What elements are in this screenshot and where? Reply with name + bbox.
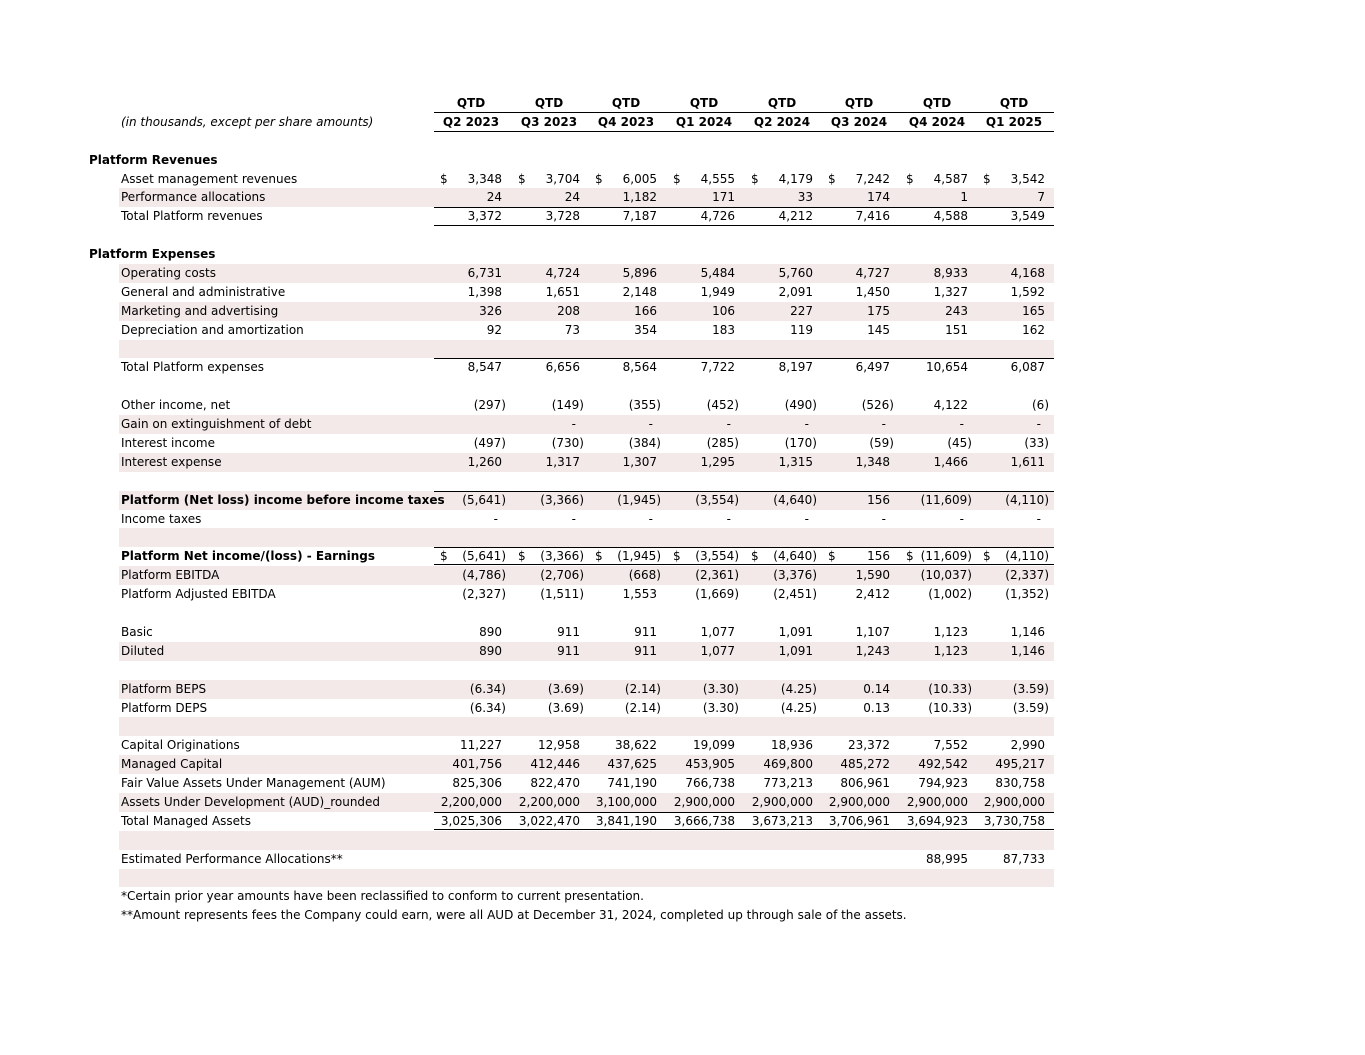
- value-cell: 23,372: [848, 738, 890, 753]
- value-cell: 822,470: [530, 776, 580, 791]
- value-cell: 151: [945, 322, 968, 337]
- value-cell: 4,555: [700, 171, 735, 186]
- value-cell: 2,990: [1010, 738, 1045, 753]
- value-cell: 911: [634, 624, 657, 639]
- currency-symbol: $: [440, 549, 448, 564]
- value-cell: (6.34): [469, 681, 506, 696]
- row-label: Managed Capital: [121, 757, 223, 772]
- value-cell: 3,100,000: [595, 794, 657, 809]
- value-cell: 412,446: [530, 757, 580, 772]
- currency-symbol: $: [595, 549, 603, 564]
- value-cell: 165: [1022, 303, 1045, 318]
- value-cell: 1,327: [933, 284, 968, 299]
- value-cell: 1,949: [700, 284, 735, 299]
- value-cell: 11,227: [460, 738, 502, 753]
- value-cell: 2,200,000: [518, 794, 580, 809]
- value-cell: 4,179: [778, 171, 813, 186]
- value-cell: (149): [551, 398, 584, 413]
- value-cell: (4,640): [773, 492, 817, 507]
- value-cell: 4,587: [933, 171, 968, 186]
- value-cell: (2,361): [695, 568, 739, 583]
- value-cell: 7,187: [622, 209, 657, 224]
- value-cell: 1,651: [545, 284, 580, 299]
- currency-symbol: $: [983, 171, 991, 186]
- row-label: Fair Value Assets Under Management (AUM): [121, 776, 386, 791]
- row-label: Capital Originations: [121, 738, 240, 753]
- value-cell: 354: [634, 322, 657, 337]
- footnote-text: *Certain prior year amounts have been reclassified to conform to current presentation.: [121, 889, 644, 904]
- row-label: Platform BEPS: [121, 681, 207, 696]
- value-cell: -: [1036, 511, 1041, 526]
- value-cell: 6,656: [545, 360, 580, 375]
- value-cell: 830,758: [995, 776, 1045, 791]
- value-cell: (4.25): [780, 681, 817, 696]
- value-cell: 4,212: [778, 209, 813, 224]
- currency-symbol: $: [673, 171, 681, 186]
- value-cell: 911: [634, 643, 657, 658]
- row-label: Diluted: [121, 643, 165, 658]
- value-cell: 1,592: [1010, 284, 1045, 299]
- currency-symbol: $: [673, 549, 681, 564]
- row-label: Total Managed Assets: [121, 813, 251, 828]
- row-label: Assets Under Development (AUD)_rounded: [121, 794, 381, 809]
- value-cell: 3,728: [545, 209, 580, 224]
- value-cell: -: [726, 511, 731, 526]
- section-title: Platform Revenues: [89, 152, 218, 167]
- value-cell: (3.59): [1012, 700, 1049, 715]
- value-cell: (2,337): [1005, 568, 1049, 583]
- period-type-header: QTD: [922, 96, 952, 110]
- value-cell: -: [648, 511, 653, 526]
- period-header: Q1 2024: [675, 114, 733, 129]
- value-cell: -: [881, 417, 886, 432]
- value-cell: 1,307: [622, 454, 657, 469]
- value-cell: 3,694,923: [906, 813, 968, 828]
- value-cell: -: [648, 417, 653, 432]
- value-cell: 7,242: [855, 171, 890, 186]
- value-cell: -: [1036, 417, 1041, 432]
- value-cell: 6,731: [467, 266, 502, 281]
- value-cell: 2,091: [778, 284, 813, 299]
- value-cell: (4,110): [1005, 492, 1049, 507]
- value-cell: (11,609): [920, 549, 972, 564]
- value-cell: 6,005: [622, 171, 657, 186]
- period-header: Q2 2024: [753, 114, 811, 129]
- footnote-text: **Amount represents fees the Company could earn, were all AUD at December 31, 2024, completed up through sale of the assets.: [121, 908, 907, 923]
- row-label: Performance allocations: [121, 190, 266, 205]
- row-label: Total Platform expenses: [121, 360, 265, 375]
- value-cell: 3,673,213: [751, 813, 813, 828]
- value-cell: 825,306: [452, 776, 502, 791]
- row-label: Depreciation and amortization: [121, 322, 304, 337]
- row-label: General and administrative: [121, 284, 286, 299]
- currency-symbol: $: [595, 171, 603, 186]
- section-title: Platform Expenses: [89, 247, 216, 262]
- value-cell: 1,146: [1010, 643, 1045, 658]
- value-cell: 1,123: [933, 643, 968, 658]
- value-cell: 3,706,961: [828, 813, 890, 828]
- value-cell: 3,348: [467, 171, 502, 186]
- value-cell: (4,110): [1005, 549, 1049, 564]
- value-cell: 166: [634, 303, 657, 318]
- value-cell: 3,542: [1010, 171, 1045, 186]
- row-label: Platform (Net loss) income before income taxes: [121, 492, 445, 507]
- value-cell: 495,217: [995, 757, 1045, 772]
- value-cell: 119: [790, 322, 813, 337]
- value-cell: 10,654: [926, 360, 968, 375]
- value-cell: (1,945): [617, 492, 661, 507]
- value-cell: (1,352): [1005, 587, 1049, 602]
- value-cell: 1,348: [855, 454, 890, 469]
- value-cell: (285): [706, 436, 739, 451]
- value-cell: 8,564: [622, 360, 657, 375]
- period-type-header: QTD: [611, 96, 641, 110]
- value-cell: 7,416: [855, 209, 890, 224]
- value-cell: (1,511): [540, 587, 584, 602]
- value-cell: -: [493, 511, 498, 526]
- value-cell: 3,372: [467, 209, 502, 224]
- value-cell: 1,317: [545, 454, 580, 469]
- value-cell: 4,588: [933, 209, 968, 224]
- value-cell: 773,213: [763, 776, 813, 791]
- value-cell: 2,200,000: [440, 794, 502, 809]
- value-cell: 7: [1037, 190, 1045, 205]
- value-cell: 1,077: [700, 643, 735, 658]
- row-label: Gain on extinguishment of debt: [121, 417, 312, 432]
- value-cell: 1,077: [700, 624, 735, 639]
- value-cell: 1,450: [855, 284, 890, 299]
- value-cell: (452): [706, 398, 739, 413]
- value-cell: (355): [628, 398, 661, 413]
- value-cell: 156: [867, 492, 890, 507]
- value-cell: 3,025,306: [440, 813, 502, 828]
- value-cell: (3,366): [540, 492, 584, 507]
- value-cell: (3,376): [773, 568, 817, 583]
- period-header: Q3 2023: [520, 114, 578, 129]
- period-type-header: QTD: [844, 96, 874, 110]
- currency-symbol: $: [751, 171, 759, 186]
- row-label: Interest income: [121, 436, 216, 451]
- value-cell: (45): [947, 436, 972, 451]
- period-header: Q4 2024: [908, 114, 966, 129]
- value-cell: (526): [861, 398, 894, 413]
- row-label: Marketing and advertising: [121, 303, 279, 318]
- value-cell: (59): [869, 436, 894, 451]
- row-label: Interest expense: [121, 454, 222, 469]
- currency-symbol: $: [906, 171, 914, 186]
- value-cell: 4,168: [1010, 266, 1045, 281]
- value-cell: 3,841,190: [595, 813, 657, 828]
- units-note: (in thousands, except per share amounts): [121, 114, 374, 129]
- value-cell: (490): [784, 398, 817, 413]
- value-cell: (5,641): [462, 549, 506, 564]
- value-cell: (33): [1024, 436, 1049, 451]
- value-cell: (497): [473, 436, 506, 451]
- row-label: Basic: [121, 624, 153, 639]
- value-cell: 2,900,000: [673, 794, 735, 809]
- value-cell: 911: [557, 643, 580, 658]
- value-cell: -: [571, 417, 576, 432]
- value-cell: 5,484: [700, 266, 735, 281]
- value-cell: 1,611: [1010, 454, 1045, 469]
- currency-symbol: $: [751, 549, 759, 564]
- value-cell: 3,666,738: [673, 813, 735, 828]
- value-cell: 73: [564, 322, 580, 337]
- row-label: Other income, net: [121, 398, 231, 413]
- value-cell: 2,900,000: [906, 794, 968, 809]
- value-cell: -: [959, 417, 964, 432]
- value-cell: 171: [712, 190, 735, 205]
- value-cell: 227: [790, 303, 813, 318]
- value-cell: 1,123: [933, 624, 968, 639]
- value-cell: 1,107: [855, 624, 890, 639]
- value-cell: (170): [784, 436, 817, 451]
- currency-symbol: $: [983, 549, 991, 564]
- value-cell: (2,706): [540, 568, 584, 583]
- value-cell: (6): [1032, 398, 1049, 413]
- value-cell: 3,549: [1010, 209, 1045, 224]
- value-cell: (2,327): [462, 587, 506, 602]
- value-cell: (3,554): [695, 549, 739, 564]
- value-cell: 911: [557, 624, 580, 639]
- period-header: Q2 2023: [442, 114, 500, 129]
- value-cell: 87,733: [1003, 851, 1045, 866]
- value-cell: (2,451): [773, 587, 817, 602]
- currency-symbol: $: [440, 171, 448, 186]
- value-cell: -: [881, 511, 886, 526]
- value-cell: 145: [867, 322, 890, 337]
- value-cell: (4,786): [462, 568, 506, 583]
- value-cell: 766,738: [685, 776, 735, 791]
- value-cell: 0.14: [863, 681, 890, 696]
- value-cell: (3.69): [547, 681, 584, 696]
- value-cell: (668): [628, 568, 661, 583]
- value-cell: 33: [797, 190, 813, 205]
- value-cell: 741,190: [607, 776, 657, 791]
- value-cell: 7,552: [933, 738, 968, 753]
- value-cell: 794,923: [918, 776, 968, 791]
- value-cell: (730): [551, 436, 584, 451]
- value-cell: 38,622: [615, 738, 657, 753]
- value-cell: (2.14): [624, 681, 661, 696]
- value-cell: 1,091: [778, 624, 813, 639]
- value-cell: 174: [867, 190, 890, 205]
- period-header: Q3 2024: [830, 114, 888, 129]
- value-cell: 1,315: [778, 454, 813, 469]
- value-cell: 6,087: [1010, 360, 1045, 375]
- value-cell: (4,640): [773, 549, 817, 564]
- value-cell: 7,722: [700, 360, 735, 375]
- value-cell: 1,091: [778, 643, 813, 658]
- value-cell: 2,900,000: [983, 794, 1045, 809]
- period-type-header: QTD: [689, 96, 719, 110]
- value-cell: 2,900,000: [828, 794, 890, 809]
- value-cell: 12,958: [538, 738, 580, 753]
- value-cell: (2.14): [624, 700, 661, 715]
- value-cell: 156: [867, 549, 890, 564]
- value-cell: (3.30): [702, 681, 739, 696]
- value-cell: 4,727: [855, 266, 890, 281]
- value-cell: (1,945): [617, 549, 661, 564]
- value-cell: 453,905: [685, 757, 735, 772]
- value-cell: 8,197: [778, 360, 813, 375]
- period-type-header: QTD: [456, 96, 486, 110]
- value-cell: 92: [486, 322, 502, 337]
- value-cell: 1,466: [933, 454, 968, 469]
- value-cell: 437,625: [607, 757, 657, 772]
- row-label: Platform EBITDA: [121, 568, 220, 583]
- value-cell: 5,896: [622, 266, 657, 281]
- value-cell: 326: [479, 303, 502, 318]
- value-cell: 3,704: [545, 171, 580, 186]
- row-label: Total Platform revenues: [121, 209, 263, 224]
- value-cell: 24: [564, 190, 580, 205]
- value-cell: (11,609): [920, 492, 972, 507]
- value-cell: 19,099: [693, 738, 735, 753]
- value-cell: 2,148: [622, 284, 657, 299]
- value-cell: 162: [1022, 322, 1045, 337]
- value-cell: 1,260: [467, 454, 502, 469]
- value-cell: 1,182: [622, 190, 657, 205]
- value-cell: 806,961: [840, 776, 890, 791]
- row-label: Platform DEPS: [121, 700, 208, 715]
- value-cell: 1,398: [467, 284, 502, 299]
- value-cell: (4.25): [780, 700, 817, 715]
- value-cell: 2,900,000: [751, 794, 813, 809]
- value-cell: (384): [628, 436, 661, 451]
- value-cell: 175: [867, 303, 890, 318]
- value-cell: (3.59): [1012, 681, 1049, 696]
- value-cell: 401,756: [452, 757, 502, 772]
- period-header: Q1 2025: [985, 114, 1043, 129]
- row-label: Operating costs: [121, 266, 216, 281]
- value-cell: 890: [479, 624, 502, 639]
- value-cell: 18,936: [771, 738, 813, 753]
- value-cell: -: [726, 417, 731, 432]
- currency-symbol: $: [518, 549, 526, 564]
- value-cell: 8,547: [467, 360, 502, 375]
- value-cell: 243: [945, 303, 968, 318]
- value-cell: 106: [712, 303, 735, 318]
- value-cell: (10.33): [928, 681, 972, 696]
- value-cell: -: [804, 511, 809, 526]
- period-header: Q4 2023: [597, 114, 655, 129]
- value-cell: 4,726: [700, 209, 735, 224]
- value-cell: 183: [712, 322, 735, 337]
- value-cell: 0.13: [863, 700, 890, 715]
- value-cell: 485,272: [840, 757, 890, 772]
- value-cell: (10.33): [928, 700, 972, 715]
- value-cell: (3.69): [547, 700, 584, 715]
- value-cell: 5,760: [778, 266, 813, 281]
- value-cell: 1: [960, 190, 968, 205]
- value-cell: (6.34): [469, 700, 506, 715]
- value-cell: (297): [473, 398, 506, 413]
- currency-symbol: $: [828, 549, 836, 564]
- value-cell: 208: [557, 303, 580, 318]
- value-cell: (3,554): [695, 492, 739, 507]
- period-type-header: QTD: [767, 96, 797, 110]
- value-cell: 469,800: [763, 757, 813, 772]
- value-cell: (1,669): [695, 587, 739, 602]
- value-cell: 88,995: [926, 851, 968, 866]
- row-label: Estimated Performance Allocations**: [121, 851, 343, 866]
- value-cell: 1,243: [855, 643, 890, 658]
- value-cell: 24: [486, 190, 502, 205]
- value-cell: 4,724: [545, 266, 580, 281]
- value-cell: -: [571, 511, 576, 526]
- value-cell: (3.30): [702, 700, 739, 715]
- row-label: Platform Adjusted EBITDA: [121, 587, 276, 602]
- value-cell: 3,022,470: [518, 813, 580, 828]
- row-label: Income taxes: [121, 511, 202, 526]
- value-cell: (10,037): [920, 568, 972, 583]
- value-cell: 3,730,758: [983, 813, 1045, 828]
- value-cell: 492,542: [918, 757, 968, 772]
- value-cell: 2,412: [855, 587, 890, 602]
- row-label: Asset management revenues: [121, 171, 298, 186]
- value-cell: 1,295: [700, 454, 735, 469]
- value-cell: 1,146: [1010, 624, 1045, 639]
- value-cell: 890: [479, 643, 502, 658]
- value-cell: 8,933: [933, 266, 968, 281]
- row-label: Platform Net income/(loss) - Earnings: [121, 549, 376, 564]
- value-cell: (3,366): [540, 549, 584, 564]
- period-type-header: QTD: [534, 96, 564, 110]
- currency-symbol: $: [828, 171, 836, 186]
- value-cell: (1,002): [928, 587, 972, 602]
- currency-symbol: $: [906, 549, 914, 564]
- value-cell: -: [804, 417, 809, 432]
- period-type-header: QTD: [999, 96, 1029, 110]
- currency-symbol: $: [518, 171, 526, 186]
- value-cell: 4,122: [933, 398, 968, 413]
- value-cell: -: [959, 511, 964, 526]
- value-cell: (5,641): [462, 492, 506, 507]
- value-cell: 1,553: [622, 587, 657, 602]
- value-cell: 1,590: [855, 568, 890, 583]
- value-cell: 6,497: [855, 360, 890, 375]
